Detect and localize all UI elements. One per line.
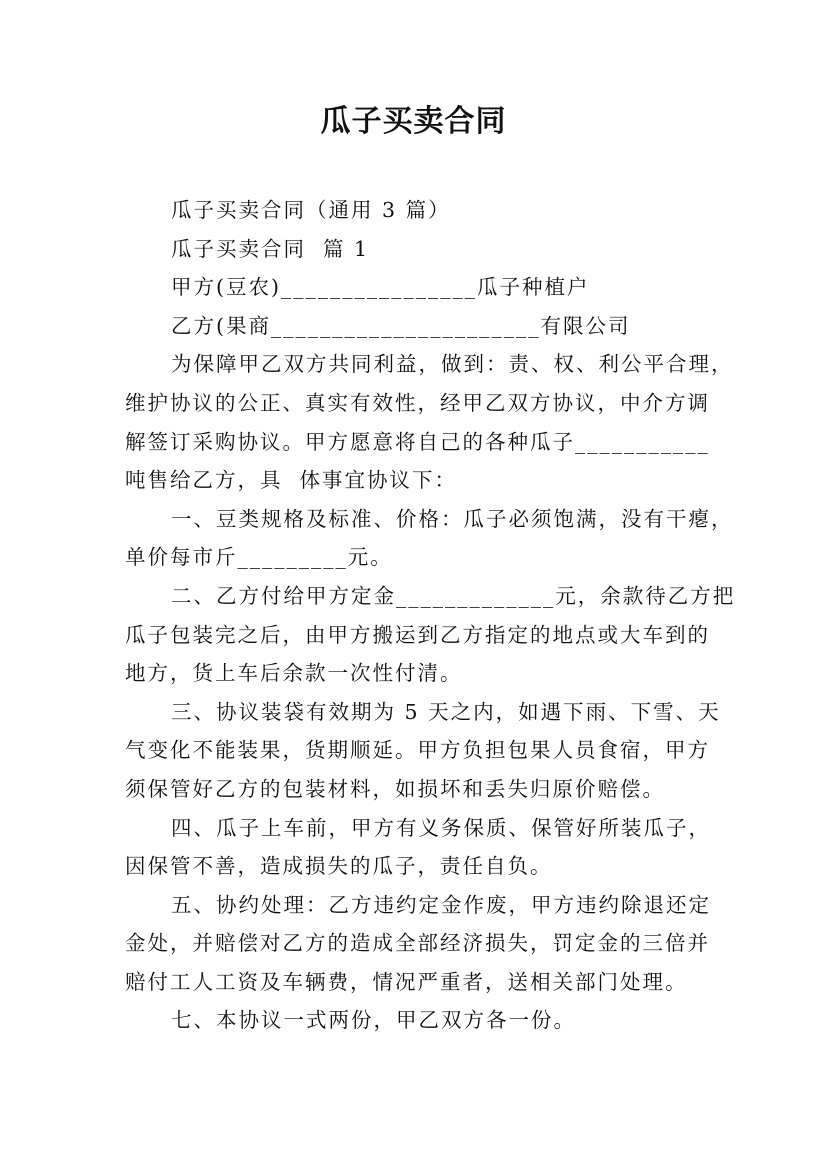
text-line: 四、瓜子上车前，甲方有义务保质、保管好所装瓜子， <box>171 815 711 840</box>
text-line: 单价每市斤_________元。 <box>125 545 393 570</box>
text-line: 维护协议的公正、真实有效性，经甲乙双方协议，中介方调 <box>125 390 710 415</box>
text-line: 瓜子买卖合同（通用 3 篇） <box>171 198 451 222</box>
text-line: 三、协议装袋有效期为 5 天之内，如遇下雨、下雪、天 <box>171 699 721 724</box>
text-line: 为保障甲乙双方共同利益，做到：责、权、利公平合理， <box>171 352 734 377</box>
text-line: 金处，并赔偿对乙方的造成全部经济损失，罚定金的三倍并 <box>125 931 710 956</box>
document-title: 瓜子买卖合同 <box>320 104 507 139</box>
text-line: 吨售给乙方，具 体事宜协议下： <box>125 468 458 493</box>
text-line: 解签订采购协议。甲方愿意将自己的各种瓜子___________ <box>125 429 710 454</box>
text-line: 二、乙方付给甲方定金_____________元，余款待乙方把 <box>171 583 736 608</box>
text-line: 赔付工人工资及车辆费，情况严重者，送相关部门处理。 <box>125 969 688 994</box>
text-line: 七、本协议一式两份，甲乙双方各一份。 <box>171 1008 576 1033</box>
text-line: 因保管不善，造成损失的瓜子，责任自负。 <box>125 854 553 879</box>
text-line: 甲方(豆农)________________瓜子种植户 <box>171 275 590 300</box>
text-line: 地方，货上车后余款一次性付清。 <box>125 661 463 686</box>
text-line: 须保管好乙方的包装材料，如损坏和丢失归原价赔偿。 <box>125 776 665 801</box>
text-line: 一、豆类规格及标准、价格：瓜子必须饱满，没有干瘪， <box>171 506 734 531</box>
text-line: 乙方(果商______________________有限公司 <box>171 313 631 338</box>
text-line: 瓜子买卖合同 篇 1 <box>171 236 370 261</box>
document-body <box>125 191 736 1040</box>
text-line: 五、协约处理：乙方违约定金作废，甲方违约除退还定 <box>171 892 711 917</box>
text-line: 瓜子包装完之后，由甲方搬运到乙方指定的地点或大车到的 <box>125 622 710 647</box>
text-line: 气变化不能装果，货期顺延。甲方负担包果人员食宿，甲方 <box>125 738 710 763</box>
